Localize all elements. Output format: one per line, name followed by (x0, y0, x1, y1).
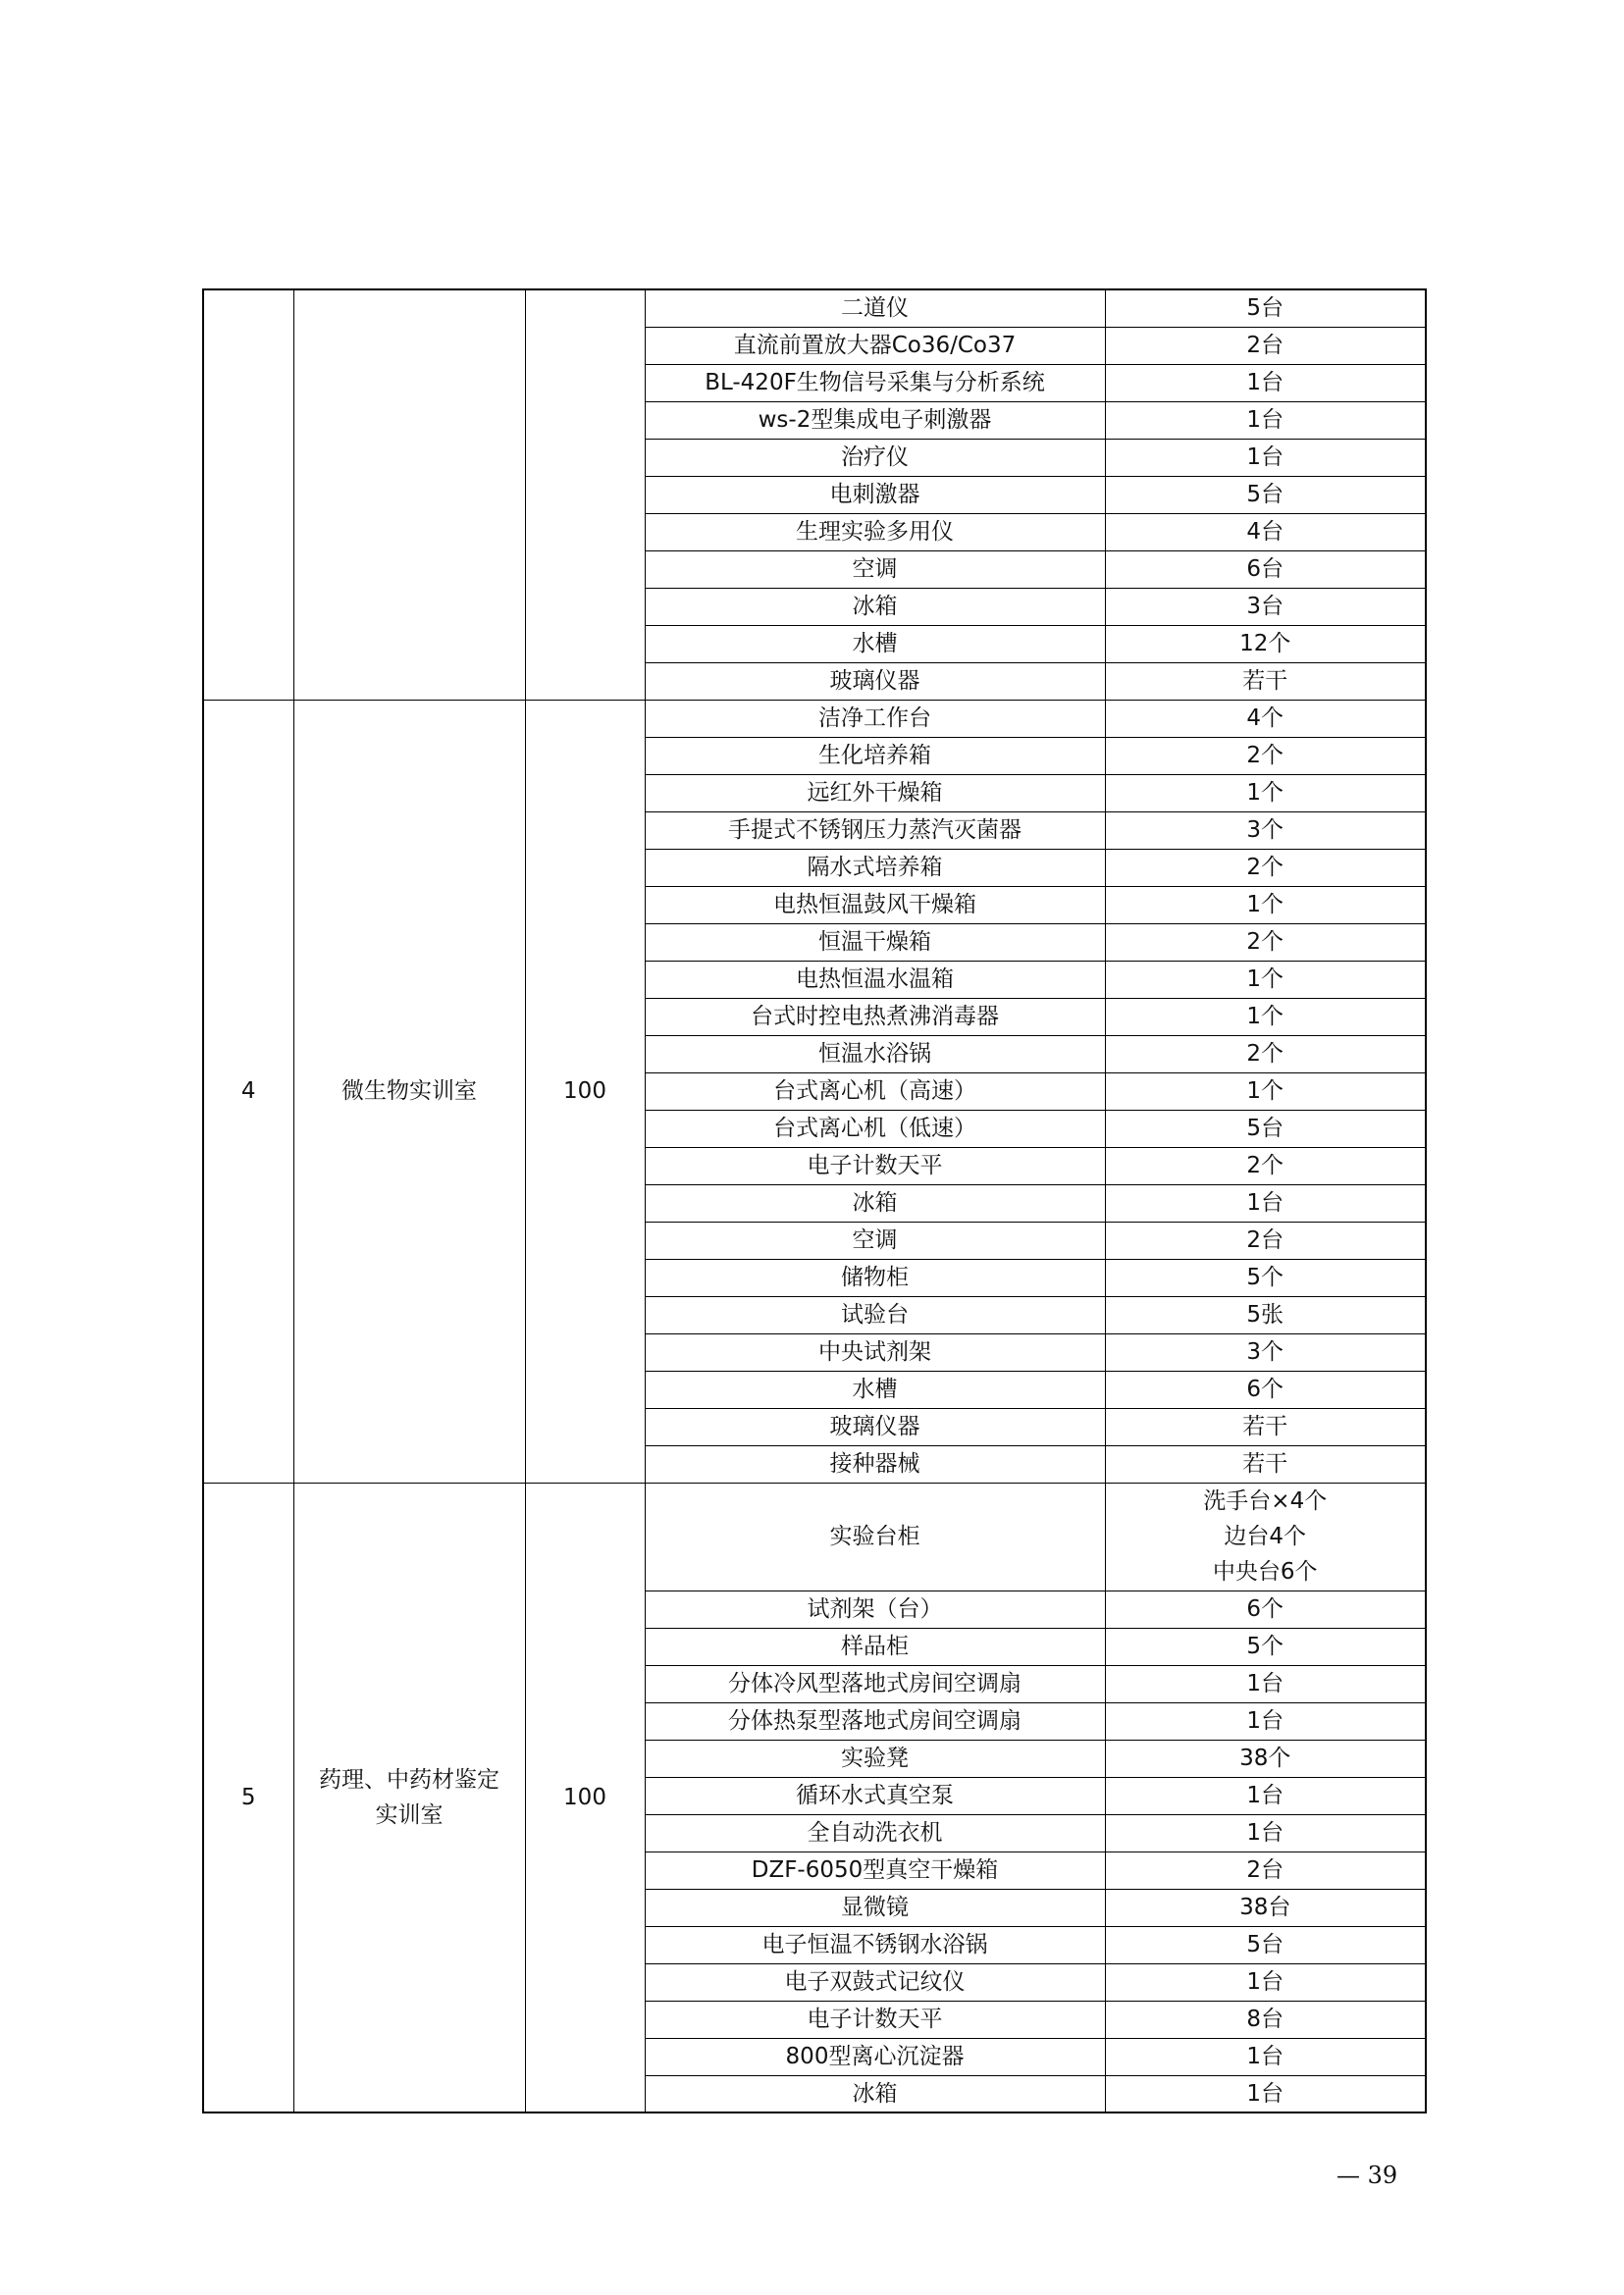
quantity-cell: 2台 (1105, 1852, 1426, 1889)
equipment-table-body (203, 289, 1426, 2112)
quantity-cell: 6个 (1105, 1591, 1426, 1628)
equipment-name-cell: 二道仪 (645, 289, 1105, 327)
quantity-cell: 2个 (1105, 737, 1426, 774)
room-area-cell: 100 (525, 700, 645, 1483)
quantity-cell: 6个 (1105, 1371, 1426, 1408)
room-number-cell: 4 (203, 700, 293, 1483)
quantity-cell: 2个 (1105, 1147, 1426, 1184)
quantity-cell: 38个 (1105, 1740, 1426, 1777)
equipment-name-cell: 玻璃仪器 (645, 1408, 1105, 1445)
equipment-name-cell: 洁净工作台 (645, 700, 1105, 737)
equipment-name-cell: 生化培养箱 (645, 737, 1105, 774)
equipment-name-cell: 全自动洗衣机 (645, 1814, 1105, 1852)
quantity-cell: 1个 (1105, 774, 1426, 811)
quantity-cell: 6台 (1105, 550, 1426, 588)
quantity-cell: 3台 (1105, 588, 1426, 625)
quantity-cell: 5个 (1105, 1628, 1426, 1665)
equipment-name-cell: 玻璃仪器 (645, 662, 1105, 700)
quantity-cell: 1台 (1105, 2038, 1426, 2075)
equipment-name-cell: 冰箱 (645, 2075, 1105, 2112)
equipment-name-cell: 样品柜 (645, 1628, 1105, 1665)
quantity-cell: 若干 (1105, 1445, 1426, 1483)
equipment-name-cell: BL-420F生物信号采集与分析系统 (645, 364, 1105, 401)
quantity-cell: 1台 (1105, 1184, 1426, 1222)
equipment-name-cell: 显微镜 (645, 1889, 1105, 1926)
equipment-name-cell: 试验台 (645, 1296, 1105, 1333)
equipment-name-cell: 分体热泵型落地式房间空调扇 (645, 1702, 1105, 1740)
quantity-cell: 2个 (1105, 923, 1426, 961)
quantity-cell: 4个 (1105, 700, 1426, 737)
quantity-cell: 1台 (1105, 364, 1426, 401)
quantity-cell: 1台 (1105, 401, 1426, 439)
quantity-cell: 1台 (1105, 2075, 1426, 2112)
quantity-cell: 38台 (1105, 1889, 1426, 1926)
equipment-name-cell: DZF-6050型真空干燥箱 (645, 1852, 1105, 1889)
quantity-cell: 若干 (1105, 1408, 1426, 1445)
quantity-cell: 4台 (1105, 513, 1426, 550)
room-area-cell (525, 289, 645, 700)
equipment-name-cell: 接种器械 (645, 1445, 1105, 1483)
quantity-cell: 1台 (1105, 439, 1426, 476)
equipment-name-cell: 台式离心机（低速） (645, 1110, 1105, 1147)
equipment-name-cell: 电热恒温水温箱 (645, 961, 1105, 998)
table-row (203, 289, 1426, 327)
equipment-name-cell: ws-2型集成电子刺激器 (645, 401, 1105, 439)
equipment-name-cell: 远红外干燥箱 (645, 774, 1105, 811)
quantity-cell: 1台 (1105, 1665, 1426, 1702)
quantity-cell: 1个 (1105, 1072, 1426, 1110)
quantity-cell: 1个 (1105, 961, 1426, 998)
equipment-name-cell: 水槽 (645, 1371, 1105, 1408)
room-area-cell: 100 (525, 1483, 645, 2112)
quantity-cell: 5个 (1105, 1259, 1426, 1296)
equipment-name-cell: 空调 (645, 550, 1105, 588)
equipment-name-cell: 空调 (645, 1222, 1105, 1259)
equipment-name-cell: 直流前置放大器Co36/Co37 (645, 327, 1105, 364)
room-name-cell (293, 289, 525, 700)
equipment-name-cell: 电子双鼓式记纹仪 (645, 1963, 1105, 2001)
quantity-cell: 5张 (1105, 1296, 1426, 1333)
equipment-name-cell: 循环水式真空泵 (645, 1777, 1105, 1814)
room-name-cell: 药理、中药材鉴定 实训室 (293, 1483, 525, 2112)
equipment-name-cell: 生理实验多用仪 (645, 513, 1105, 550)
quantity-cell: 1台 (1105, 1777, 1426, 1814)
equipment-name-cell: 电子计数天平 (645, 2001, 1105, 2038)
equipment-name-cell: 电热恒温鼓风干燥箱 (645, 886, 1105, 923)
equipment-name-cell: 试剂架（台） (645, 1591, 1105, 1628)
equipment-name-cell: 水槽 (645, 625, 1105, 662)
equipment-name-cell: 台式离心机（高速） (645, 1072, 1105, 1110)
table-row (203, 1483, 1426, 1591)
equipment-name-cell: 手提式不锈钢压力蒸汽灭菌器 (645, 811, 1105, 849)
quantity-cell: 2台 (1105, 327, 1426, 364)
quantity-cell: 1台 (1105, 1702, 1426, 1740)
room-number-cell: 5 (203, 1483, 293, 2112)
page-number: — 39 (1336, 2162, 1398, 2189)
equipment-name-cell: 恒温干燥箱 (645, 923, 1105, 961)
quantity-cell: 8台 (1105, 2001, 1426, 2038)
equipment-name-cell: 冰箱 (645, 588, 1105, 625)
equipment-name-cell: 电子计数天平 (645, 1147, 1105, 1184)
equipment-name-cell: 实验凳 (645, 1740, 1105, 1777)
quantity-cell: 12个 (1105, 625, 1426, 662)
room-name-cell: 微生物实训室 (293, 700, 525, 1483)
room-number-cell (203, 289, 293, 700)
quantity-cell: 2个 (1105, 849, 1426, 886)
quantity-cell: 2台 (1105, 1222, 1426, 1259)
equipment-name-cell: 电刺激器 (645, 476, 1105, 513)
equipment-name-cell: 实验台柜 (645, 1483, 1105, 1591)
quantity-cell: 1台 (1105, 1963, 1426, 2001)
equipment-name-cell: 恒温水浴锅 (645, 1035, 1105, 1072)
quantity-cell: 5台 (1105, 1110, 1426, 1147)
quantity-cell: 若干 (1105, 662, 1426, 700)
equipment-table (202, 288, 1427, 2113)
equipment-name-cell: 储物柜 (645, 1259, 1105, 1296)
quantity-cell: 3个 (1105, 811, 1426, 849)
quantity-cell: 1个 (1105, 886, 1426, 923)
quantity-cell: 3个 (1105, 1333, 1426, 1371)
quantity-cell: 洗手台×4个 边台4个 中央台6个 (1105, 1483, 1426, 1591)
equipment-name-cell: 分体冷风型落地式房间空调扇 (645, 1665, 1105, 1702)
quantity-cell: 1个 (1105, 998, 1426, 1035)
equipment-name-cell: 冰箱 (645, 1184, 1105, 1222)
quantity-cell: 1台 (1105, 1814, 1426, 1852)
quantity-cell: 5台 (1105, 476, 1426, 513)
quantity-cell: 2个 (1105, 1035, 1426, 1072)
equipment-name-cell: 台式时控电热煮沸消毒器 (645, 998, 1105, 1035)
quantity-cell: 5台 (1105, 1926, 1426, 1963)
table-row (203, 700, 1426, 737)
equipment-name-cell: 中央试剂架 (645, 1333, 1105, 1371)
equipment-name-cell: 治疗仪 (645, 439, 1105, 476)
quantity-cell: 5台 (1105, 289, 1426, 327)
equipment-name-cell: 隔水式培养箱 (645, 849, 1105, 886)
equipment-name-cell: 电子恒温不锈钢水浴锅 (645, 1926, 1105, 1963)
equipment-name-cell: 800型离心沉淀器 (645, 2038, 1105, 2075)
